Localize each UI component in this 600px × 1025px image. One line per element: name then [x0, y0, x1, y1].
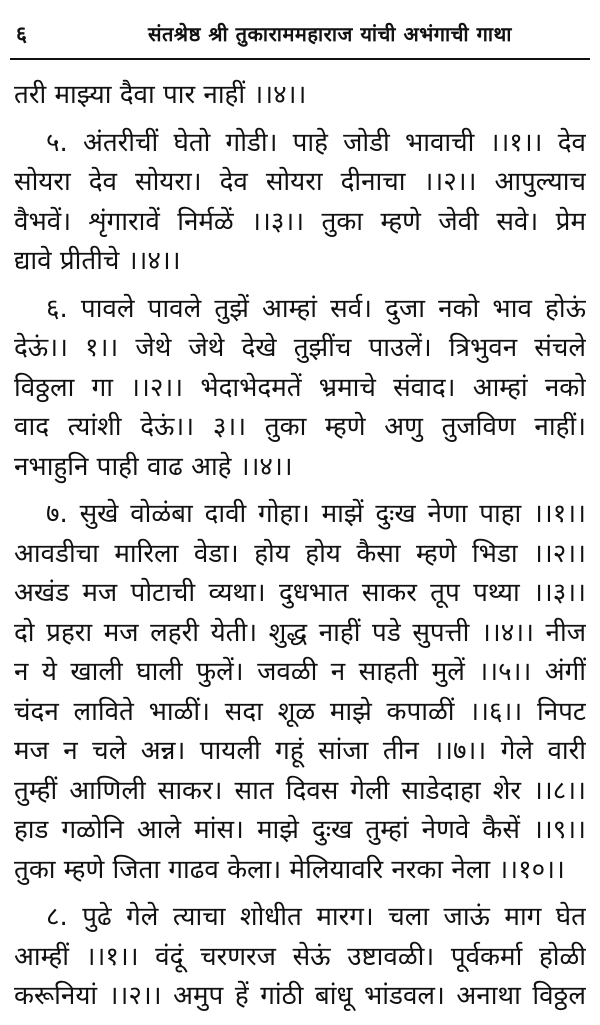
- page-header: [0, 14, 600, 54]
- abhang-5: [14, 124, 586, 282]
- text-line: देऊं।। १।। जेथे जेथे देखे तुझींच पाउलें। त्रिभुवन संचले: [14, 333, 586, 363]
- text-line: वाद त्यांशी देऊं।। ३।। तुका म्हणे अणु तुजविण नाहीं।: [14, 412, 586, 442]
- text-line: विठ्ठला गा ।।२।। भेदाभेदमतें भ्रमाचे संवाद। आम्हां नको: [14, 372, 586, 403]
- text-line: चंदन लाविते भाळीं। सदा शूळ माझे कपाळीं ।।६।। निपट: [14, 696, 586, 727]
- text-line: मज न चले अन्न। पायली गहूं सांजा तीन ।।७।। गेले वारी: [14, 736, 586, 766]
- header-divider: [10, 58, 590, 60]
- abhang-6: [14, 290, 586, 488]
- text-line: ६. पावले पावले तुझें आम्हां सर्व। दुजा नको भाव होऊं: [46, 293, 586, 324]
- text-line: ७. सुखे वोळंबा दावी गोहा। माझें दुःख नेणा पाहा ।।१।।: [46, 499, 586, 529]
- running-title: संतश्रेष्ठ श्री तुकाराममहाराज यांची अभंगाची गाथा: [148, 22, 512, 46]
- text-line: तरी माझ्या दैवा पार नाहीं ।।४।।: [14, 80, 307, 110]
- page-number: ६: [16, 21, 27, 46]
- page-body: [14, 76, 586, 1025]
- text-line: ८. पुढे गेले त्याचा शोधीत मारग। चला जाऊं माग घेत: [46, 902, 586, 932]
- text-line: वैभवें। शृंगारावें निर्मळें ।।३।। तुका म्हणे जेवी सवे। प्रेम: [14, 206, 586, 237]
- text-line: तुका म्हणे जिता गाढव केला। मेलियावरि नरका नेला ।।१०।।: [14, 854, 565, 885]
- abhang-continuation: [14, 76, 586, 116]
- abhang-8: [14, 898, 586, 1017]
- text-line: सोयरा देव सोयरा। देव सोयरा दीनाचा ।।२।। आपुल्याच: [14, 167, 586, 197]
- text-line: करूनियां ।।२।। अमुप हें गांठी बांधू भांडवल। अनाथा विठ्ठल: [14, 981, 586, 1011]
- text-line: न ये खाली घाली फुलें। जवळी न साहती मुलें ।।५।। अंगीं: [14, 657, 586, 687]
- text-line: आम्हीं ।।१।। वंदूं चरणरज सेऊं उष्टावळी। पूर्वकर्मा होळी: [14, 941, 586, 972]
- text-line: नभाहुनि पाही वाढ आहे ।।४।।: [14, 451, 293, 482]
- text-line: हाड गळोनि आले मांस। माझे दुःख तुम्हां नेणवे कैसें ।।९।।: [14, 815, 586, 845]
- text-line: ५. अंतरीचीं घेतो गोडी। पाहे जोडी भावाची ।।१।। देव: [46, 127, 586, 158]
- text-line: दो प्रहरा मज लहरी येती। शुद्ध नाहीं पडे सुपत्ती ।।४।। नीज: [14, 617, 586, 648]
- text-line: अखंड मज पोटाची व्यथा। दुधभात साकर तूप पथ्या ।।३।।: [14, 578, 586, 608]
- text-line: आवडीचा मारिला वेडा। होय होय कैसा म्हणे भिडा ।।२।।: [14, 538, 586, 569]
- text-line: द्यावे प्रीतीचे ।।४।।: [14, 246, 181, 276]
- abhang-7: [14, 495, 586, 890]
- text-line: तुम्हीं आणिली साकर। सात दिवस गेली साडेदाहा शेर ।।८।।: [14, 775, 586, 806]
